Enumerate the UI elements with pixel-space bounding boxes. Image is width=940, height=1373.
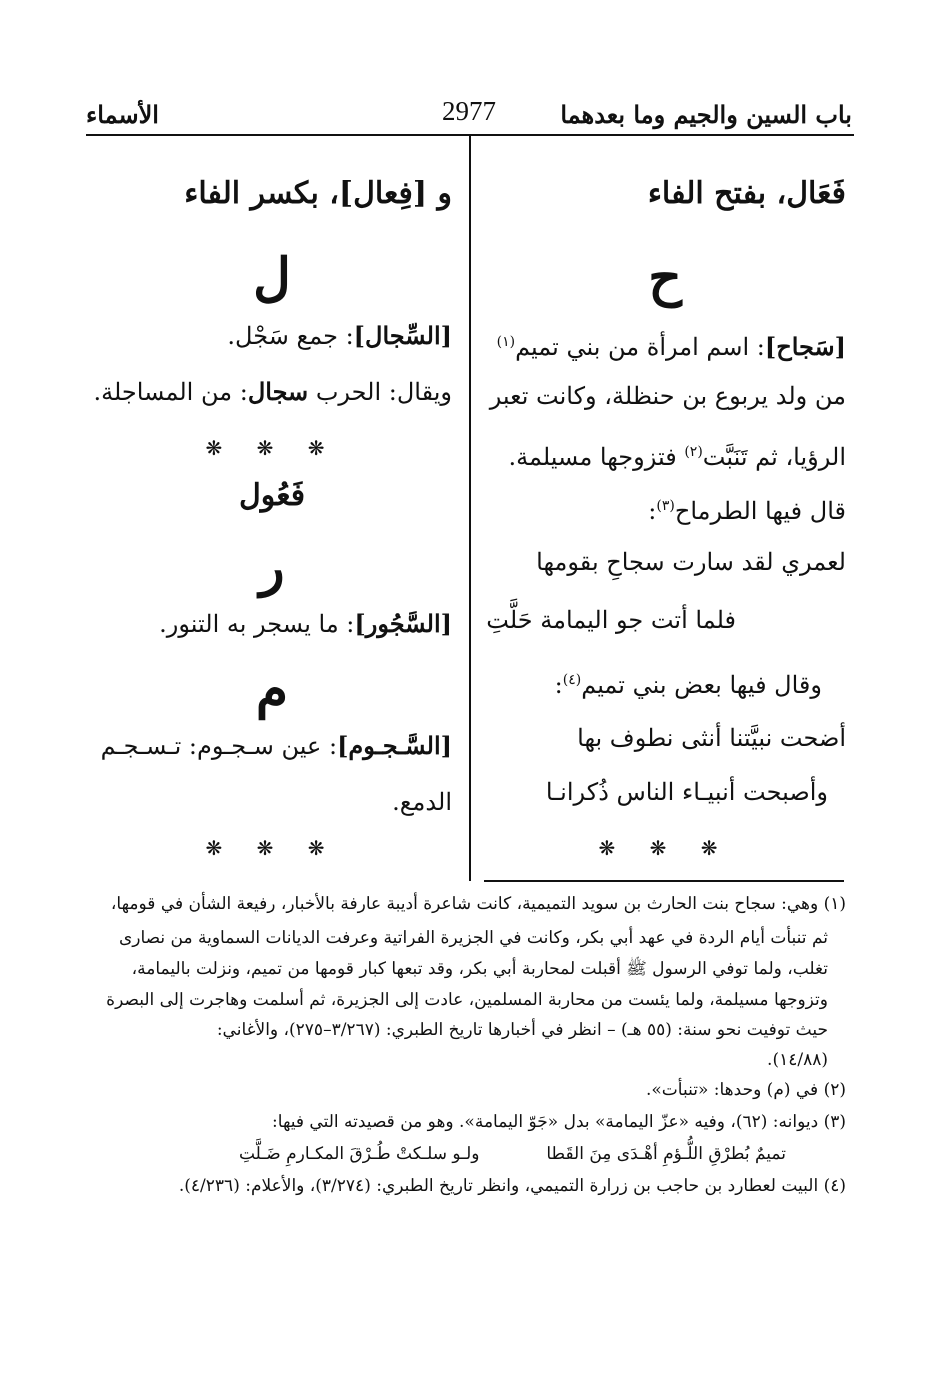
page-number: 2977: [442, 96, 496, 126]
footnote-3: (٣) ديوانه: (٦٢)، وفيه «عزّ اليمامة» بدل «جَوّ اليمامة». وهو من قصيدته التي فيها:: [272, 1112, 846, 1132]
footnote-1-line: ثم تنبأت أيام الردة في عهد أبي بكر، وكانت في الجزيرة الفراتية وعرفت الديانات السماوية من نصارى: [118, 928, 828, 948]
verse-line: أضحت نبيَّتنا أنثى نطوف بها: [577, 724, 846, 752]
section-separator: ❋ ❋ ❋: [205, 836, 339, 860]
footnote-ref-1[interactable]: (١): [496, 334, 516, 350]
letter-ra: ر: [259, 537, 285, 598]
letter-mim: م: [255, 659, 289, 720]
pattern-heading-fiaal: و [فِعال]، بكسر الفاء: [184, 176, 452, 211]
letter-ha: ح: [648, 247, 682, 308]
footnote-ref-4[interactable]: (٤): [562, 672, 582, 688]
entry-sajum: [السَّـجـوم]: عين سـجـوم: تـسـجـم: [100, 731, 452, 760]
section-separator: ❋ ❋ ❋: [205, 436, 339, 460]
verse-line: فلما أتت جو اليمامة حَلَّتِ: [486, 606, 736, 634]
footnote-1: (١) وهي: سجاح بنت الحارث بن سويد التميمية، كانت شاعرة أديبة عارفة بالأخبار، رفيعة الشأن في قومها،: [110, 894, 846, 914]
column-divider: [469, 136, 471, 881]
page-header: [86, 96, 852, 136]
section-title: الأسماء: [86, 100, 159, 129]
verse-hemistich-2: ولـو سلـكتْ طُـرْقَ المكـارمِ ضَـلَّتِ: [238, 1144, 480, 1164]
footnote-1-line: (١٤/٨٨).: [767, 1050, 828, 1070]
letter-lam: ل: [253, 247, 291, 308]
footnote-2: (٢) في (م) وحدها: «تنبأت».: [645, 1080, 846, 1100]
footnote-ref-3[interactable]: (٣): [656, 498, 675, 514]
footnote-rule: [484, 880, 844, 882]
footnote-ref-2[interactable]: (٢): [684, 444, 703, 460]
section-separator: ❋ ❋ ❋: [598, 836, 732, 860]
entry-term: [سَجاح]: [764, 332, 846, 361]
entry-line: الرؤيا، ثم تَنَبَّت$^{(٢)}$ فتزوجها مسيلمة.: [508, 443, 846, 471]
verse-line: لعمري لقد سارت سجاحِ بقومها: [536, 548, 846, 576]
verse-line: وأصبحت أنبيـاء الناس ذُكرانـا: [545, 778, 828, 806]
entry-line: الدمع.: [392, 788, 452, 816]
footnote-1-line: تغلب، ولما توفي الرسول ﷺ أقبلت لمحاربة أبي بكر، وقد تبعها كبار قومها من تميم، ونزلت باليمامة،: [131, 959, 828, 979]
entry-line: من ولد يربوع بن حنظلة، وكانت تعبر: [489, 382, 846, 410]
entry-sijal: [السِّجال]: جمع سَجْل.: [227, 321, 452, 350]
entry-line: قال فيها الطرماح$^{(٣)}$:: [648, 497, 846, 525]
footnote-4: (٤) البيت لعطارد بن حاجب بن زرارة التميمي، وانظر تاريخ الطبري: (٣/٢٧٤)، والأعلام: (٤/٢٣٦).: [178, 1176, 846, 1196]
footnote-1-line: وتزوجها مسيلمة، ولما يئست من محاربة المسلمين، عادت إلى الجزيرة، ثم أسلمت وهاجرت إلى البصرة: [106, 990, 828, 1010]
verse-hemistich-1: تميمٌ بُطرْقِ اللُّـؤمِ أهْـدَى مِنَ القَطا: [546, 1144, 786, 1164]
chapter-title: باب السين والجيم وما بعدهما: [560, 100, 852, 129]
entry-sijal-usage: ويقال: الحرب سجال: من المساجلة.: [93, 377, 452, 406]
entry-sajur: [السَّجُور]: ما يسجر به التنور.: [159, 609, 452, 638]
entry-sajah: [سَجاح]: اسم امرأة من بني تميم$^{(١)}$: [496, 332, 846, 361]
entry-line: وقال فيها بعض بني تميم$^{(٤)}$:: [554, 671, 822, 699]
footnote-1-line: حيث توفيت نحو سنة: (٥٥ هـ) – انظر في أخبارها تاريخ الطبري: (٣/٢٦٧–٢٧٥)، والأغاني:: [216, 1020, 828, 1040]
pattern-heading-faal: فَعَال، بفتح الفاء: [647, 176, 846, 211]
pattern-heading-faool: فَعُول: [238, 478, 306, 513]
footnote-3-verse: [96, 1142, 786, 1166]
